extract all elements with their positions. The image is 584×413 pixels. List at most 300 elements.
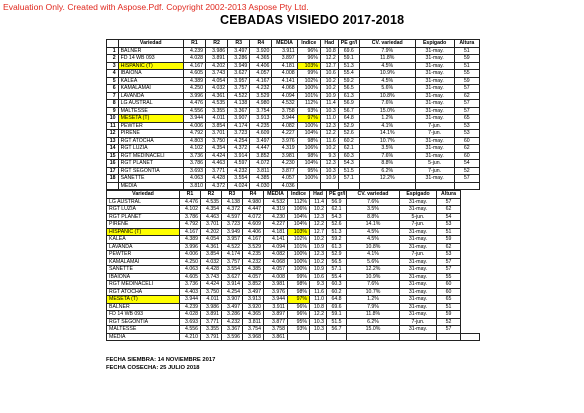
table-cell: 59.1 bbox=[327, 311, 347, 319]
table-cell: 3.897 bbox=[272, 55, 297, 63]
table-cell: 53 bbox=[454, 122, 479, 130]
column-header: Variedad bbox=[118, 40, 183, 48]
table-cell: 3.286 bbox=[228, 55, 250, 63]
table-cell: 3.791 bbox=[201, 333, 222, 341]
column-header: R4 bbox=[250, 40, 272, 48]
table-cell: 16 bbox=[107, 160, 119, 168]
table-cell: 31-may. bbox=[415, 175, 454, 183]
table-cell: 59 bbox=[437, 236, 461, 244]
table-cell: 3.355 bbox=[206, 107, 228, 115]
table-cell: 54.3 bbox=[338, 160, 359, 168]
table-cell: 3.861 bbox=[264, 333, 288, 341]
table-cell bbox=[437, 333, 461, 341]
table-cell: 4.980 bbox=[243, 198, 264, 206]
table-cell: 100% bbox=[297, 175, 320, 183]
table-cell: 3.944 bbox=[264, 296, 288, 304]
table-cell: 3.913 bbox=[243, 296, 264, 304]
table-cell: 51.3 bbox=[338, 62, 359, 70]
table-cell: 4.447 bbox=[243, 206, 264, 214]
table-row bbox=[107, 311, 480, 319]
table-cell: 31-may. bbox=[415, 55, 454, 63]
table-cell: 4.094 bbox=[272, 92, 297, 100]
table-cell: 3.976 bbox=[272, 137, 297, 145]
table-cell: 4.232 bbox=[250, 85, 272, 93]
table-cell: 7-jun. bbox=[415, 167, 454, 175]
table-cell: 4.138 bbox=[228, 100, 250, 108]
table-cell: 4.102 bbox=[183, 145, 205, 153]
table-cell: 52.6 bbox=[327, 221, 347, 229]
table-cell: LG AUSTRAL bbox=[118, 100, 183, 108]
table-cell: 14 bbox=[107, 145, 119, 153]
table-cell: 12.2 bbox=[320, 130, 338, 138]
table-cell: 4.389 bbox=[180, 236, 201, 244]
table-cell: 3.957 bbox=[222, 236, 243, 244]
table-cell: 3.891 bbox=[206, 55, 228, 63]
table-cell: 7-jun. bbox=[400, 251, 437, 259]
table-cell: 10.3 bbox=[310, 326, 327, 334]
table-cell: 4.254 bbox=[228, 137, 250, 145]
column-header: MEDIA bbox=[264, 191, 288, 199]
table-cell: 3.286 bbox=[222, 311, 243, 319]
table-cell: 11.4 bbox=[310, 198, 327, 206]
table-cell: 3.891 bbox=[201, 311, 222, 319]
column-header: R4 bbox=[243, 191, 264, 199]
table-cell: RGT SEGONTIA bbox=[118, 167, 183, 175]
table-cell: 4.167 bbox=[180, 228, 201, 236]
table-cell: 1.2% bbox=[347, 296, 400, 304]
table-cell: 3.907 bbox=[222, 296, 243, 304]
table-cell: 4.532 bbox=[264, 198, 288, 206]
table-cell: RGT SEGONTIA bbox=[107, 318, 180, 326]
table-cell: 3.497 bbox=[243, 288, 264, 296]
table-cell: PIRENE bbox=[107, 221, 180, 229]
table-cell: 104% bbox=[288, 213, 310, 221]
table-row bbox=[107, 55, 480, 63]
table-cell: 3.852 bbox=[243, 281, 264, 289]
column-header: R2 bbox=[201, 191, 222, 199]
table-cell: 15 bbox=[107, 152, 119, 160]
table-cell: 31-may. bbox=[415, 92, 454, 100]
table-cell bbox=[310, 333, 327, 341]
table-cell: 11.0 bbox=[310, 296, 327, 304]
table-row bbox=[107, 281, 480, 289]
table-row bbox=[107, 273, 480, 281]
table-cell: 3.949 bbox=[222, 228, 243, 236]
table-cell: 57 bbox=[454, 175, 479, 183]
table-cell: MESETA (T) bbox=[118, 115, 183, 123]
table-cell: 57 bbox=[454, 107, 479, 115]
column-header: R3 bbox=[228, 40, 250, 48]
table-cell: 4.032 bbox=[206, 85, 228, 93]
table-cell: 52.9 bbox=[338, 122, 359, 130]
table-cell: 4.068 bbox=[272, 85, 297, 93]
table-cell: 96% bbox=[297, 55, 320, 63]
table-cell: 4.028 bbox=[183, 55, 205, 63]
table-cell: 7 bbox=[107, 92, 119, 100]
table-cell: FD 14 WB 093 bbox=[118, 55, 183, 63]
table-cell: 4.167 bbox=[183, 62, 205, 70]
table-cell: 4.030 bbox=[250, 182, 272, 190]
results-table-ranked bbox=[106, 190, 480, 341]
table-cell: 4.008 bbox=[264, 273, 288, 281]
table-cell: 4.167 bbox=[243, 236, 264, 244]
table-row bbox=[107, 326, 480, 334]
table-cell: LAVANDA bbox=[118, 92, 183, 100]
table-cell: 4.522 bbox=[222, 243, 243, 251]
table-cell: 12.3 bbox=[310, 251, 327, 259]
table-cell: 3.758 bbox=[264, 326, 288, 334]
table-cell: 103% bbox=[288, 228, 310, 236]
table-row bbox=[107, 70, 480, 78]
column-header: R2 bbox=[206, 40, 228, 48]
table-cell: 4.202 bbox=[201, 228, 222, 236]
table-row bbox=[107, 228, 480, 236]
table-cell: KALEA bbox=[118, 77, 183, 85]
table-cell: 4.428 bbox=[206, 175, 228, 183]
table-cell: 12.3 bbox=[310, 213, 327, 221]
table-cell: 100% bbox=[297, 122, 320, 130]
table-cell: 61.3 bbox=[327, 243, 347, 251]
table-cell: 3.5% bbox=[359, 145, 415, 153]
table-cell: 54 bbox=[437, 213, 461, 221]
table-cell: 96% bbox=[288, 303, 310, 311]
table-cell: 55.4 bbox=[338, 70, 359, 78]
table-cell: MESETA (T) bbox=[107, 296, 180, 304]
table-cell: 10.8 bbox=[320, 47, 338, 55]
table-cell: 104% bbox=[297, 130, 320, 138]
table-cell: 11.8% bbox=[359, 55, 415, 63]
table-cell: FD 14 WB 093 bbox=[107, 311, 180, 319]
table-cell: 8 bbox=[107, 100, 119, 108]
column-header: R1 bbox=[183, 40, 205, 48]
table-cell: 7.9% bbox=[359, 47, 415, 55]
table-cell: 4.063 bbox=[183, 175, 205, 183]
results-table-by-number bbox=[106, 39, 480, 190]
table-cell: 31-may. bbox=[415, 145, 454, 153]
table-cell: 7-jun. bbox=[400, 318, 437, 326]
table-row bbox=[107, 77, 480, 85]
table-cell: 65 bbox=[454, 115, 479, 123]
table-cell: 3.754 bbox=[250, 107, 272, 115]
table-cell: 4.057 bbox=[243, 273, 264, 281]
table-cell: LG AUSTRAL bbox=[107, 198, 180, 206]
table-cell: 7.6% bbox=[359, 100, 415, 108]
column-header: Had bbox=[320, 40, 338, 48]
table-cell: 4.063 bbox=[180, 266, 201, 274]
table-cell: MALTESSE bbox=[107, 326, 180, 334]
column-header: CV. variedad bbox=[359, 40, 415, 48]
table-cell: 3.914 bbox=[228, 152, 250, 160]
table-cell: 4.556 bbox=[183, 107, 205, 115]
table-cell: 3.854 bbox=[206, 122, 228, 130]
column-header: Variedad bbox=[107, 191, 180, 199]
table-cell: 4.094 bbox=[264, 243, 288, 251]
table-row bbox=[107, 85, 480, 93]
table-cell: 4.006 bbox=[183, 122, 205, 130]
table-cell: 53 bbox=[437, 251, 461, 259]
table-cell: 4.428 bbox=[201, 266, 222, 274]
table-cell: 9.3 bbox=[320, 152, 338, 160]
table-cell: 4.980 bbox=[250, 100, 272, 108]
table-cell: 4.535 bbox=[206, 100, 228, 108]
table-cell: 3.786 bbox=[180, 213, 201, 221]
table-cell: 96% bbox=[297, 47, 320, 55]
table-cell: 4 bbox=[107, 70, 119, 78]
table-cell: 3.754 bbox=[243, 326, 264, 334]
table-cell: 7.6% bbox=[347, 281, 400, 289]
table-cell: 53 bbox=[437, 221, 461, 229]
table-cell: 3.723 bbox=[222, 221, 243, 229]
table-cell: 4.803 bbox=[183, 137, 205, 145]
table-cell: 3.811 bbox=[250, 167, 272, 175]
table-cell: 62 bbox=[454, 145, 479, 153]
column-header: Indice bbox=[288, 191, 310, 199]
table-cell: 10.2 bbox=[320, 145, 338, 153]
table-cell: 3.944 bbox=[180, 296, 201, 304]
table-row bbox=[107, 266, 480, 274]
table-cell: HISPANIC (T) bbox=[118, 62, 183, 70]
table-cell: 4.361 bbox=[206, 92, 228, 100]
table-cell: 106% bbox=[297, 145, 320, 153]
table-cell: 3.877 bbox=[264, 318, 288, 326]
evaluation-watermark: Evaluation Only. Created with Aspose.Pdf. Copyright 2002-2013 Aspose Pty Ltd. bbox=[3, 2, 309, 12]
table-cell: 99% bbox=[288, 273, 310, 281]
table-cell: 57.1 bbox=[338, 175, 359, 183]
column-header: CV. variedad bbox=[347, 191, 400, 199]
table-cell: 11.4 bbox=[320, 100, 338, 108]
table-cell: 4.354 bbox=[201, 206, 222, 214]
table-cell: 4.319 bbox=[264, 206, 288, 214]
table-row bbox=[107, 318, 480, 326]
table-cell: 31-may. bbox=[415, 100, 454, 108]
table-cell: 3.911 bbox=[272, 47, 297, 55]
table-cell: 4.181 bbox=[264, 228, 288, 236]
table-cell: 4.227 bbox=[272, 130, 297, 138]
table-cell: 3.986 bbox=[201, 303, 222, 311]
table-cell: 4.463 bbox=[206, 160, 228, 168]
table-cell: 96% bbox=[288, 311, 310, 319]
table-cell: PEWTER bbox=[107, 251, 180, 259]
table-cell: 4.232 bbox=[243, 258, 264, 266]
table-cell: 52 bbox=[437, 318, 461, 326]
table-cell: 3.810 bbox=[183, 182, 205, 190]
table-cell: 6.2% bbox=[359, 167, 415, 175]
table-cell: 3.957 bbox=[228, 77, 250, 85]
table-cell: 9.3 bbox=[310, 281, 327, 289]
table-cell: 8.8% bbox=[347, 213, 400, 221]
table-cell: 4.365 bbox=[250, 55, 272, 63]
table-row bbox=[107, 236, 480, 244]
table-cell bbox=[288, 333, 310, 341]
table-cell: 4.054 bbox=[201, 236, 222, 244]
table-cell: BALNER bbox=[107, 303, 180, 311]
table-cell: KAMALAMAI bbox=[118, 85, 183, 93]
table-cell: 18 bbox=[107, 175, 119, 183]
column-header: Altura bbox=[437, 191, 461, 199]
table-cell: 4.028 bbox=[180, 311, 201, 319]
table-cell: 69.6 bbox=[338, 47, 359, 55]
table-cell: 31-may. bbox=[400, 281, 437, 289]
table-cell: 93% bbox=[288, 326, 310, 334]
table-cell: 60.2 bbox=[327, 288, 347, 296]
table-cell: 4.072 bbox=[243, 213, 264, 221]
table-cell: 51 bbox=[437, 228, 461, 236]
table-cell: 97% bbox=[297, 115, 320, 123]
table-cell: 57 bbox=[437, 266, 461, 274]
table-cell: 12.2% bbox=[347, 266, 400, 274]
table-cell: 3.596 bbox=[222, 333, 243, 341]
table-cell: 4.011 bbox=[206, 115, 228, 123]
table-cell: 3.811 bbox=[243, 318, 264, 326]
table-cell: 62 bbox=[437, 243, 461, 251]
table-cell: 62 bbox=[437, 206, 461, 214]
table-cell: 62 bbox=[454, 92, 479, 100]
table-cell: 4.008 bbox=[272, 70, 297, 78]
table-cell: IBAIONA bbox=[118, 70, 183, 78]
page-title: CEBADAS VISIEDO 2017-2018 bbox=[220, 13, 405, 27]
table-row bbox=[107, 288, 480, 296]
table-cell: PEWTER bbox=[118, 122, 183, 130]
table-cell: MEDIA bbox=[118, 182, 183, 190]
table-cell bbox=[454, 182, 479, 190]
table-cell: 64.8 bbox=[338, 115, 359, 123]
table-cell: 3.750 bbox=[201, 288, 222, 296]
column-header: Espigado bbox=[415, 40, 454, 48]
table-cell: 10 bbox=[107, 115, 119, 123]
table-cell: 4.354 bbox=[206, 145, 228, 153]
table-cell: 5.6% bbox=[347, 258, 400, 266]
table-cell: 4.609 bbox=[250, 130, 272, 138]
table-cell: 4.5% bbox=[347, 228, 400, 236]
table-cell: 31-may. bbox=[400, 303, 437, 311]
table-cell: 4.522 bbox=[228, 92, 250, 100]
table-cell: 4.372 bbox=[206, 182, 228, 190]
table-cell: 4.365 bbox=[243, 311, 264, 319]
table-cell: 60 bbox=[437, 288, 461, 296]
table-cell: 3.986 bbox=[206, 47, 228, 55]
table-cell: 3.996 bbox=[180, 243, 201, 251]
table-row bbox=[107, 243, 480, 251]
table-cell: 60.3 bbox=[338, 152, 359, 160]
table-cell: 4.424 bbox=[206, 152, 228, 160]
table-cell: 3.771 bbox=[206, 167, 228, 175]
table-row bbox=[107, 182, 480, 190]
table-cell: 10.8% bbox=[347, 243, 400, 251]
table-cell: 69.6 bbox=[327, 303, 347, 311]
table-cell: 4.210 bbox=[180, 333, 201, 341]
table-row bbox=[107, 160, 480, 168]
table-cell: 112% bbox=[288, 198, 310, 206]
table-cell: 64.8 bbox=[327, 296, 347, 304]
table-cell bbox=[107, 182, 119, 190]
table-cell: 4.036 bbox=[272, 182, 297, 190]
table-cell: 3.750 bbox=[206, 137, 228, 145]
column-header: Espigado bbox=[400, 191, 437, 199]
table-cell bbox=[297, 182, 320, 190]
table-cell: RGT MEDINACELI bbox=[118, 152, 183, 160]
table-cell: 7-jun. bbox=[415, 122, 454, 130]
table-cell: 10.9 bbox=[320, 92, 338, 100]
table-cell: 3.367 bbox=[228, 107, 250, 115]
column-header: Altura bbox=[454, 40, 479, 48]
table-cell: 14.1% bbox=[359, 130, 415, 138]
table-cell: 4.141 bbox=[264, 236, 288, 244]
table-cell: 100% bbox=[297, 85, 320, 93]
column-header: MEDIA bbox=[272, 40, 297, 48]
table-cell: 4.372 bbox=[228, 145, 250, 153]
table-cell: 60 bbox=[454, 137, 479, 145]
table-cell: 104% bbox=[288, 221, 310, 229]
table-cell: 13 bbox=[107, 137, 119, 145]
table-cell: 4.174 bbox=[222, 251, 243, 259]
table-cell: 59.2 bbox=[327, 236, 347, 244]
table-cell: 3.5% bbox=[347, 206, 400, 214]
table-cell: 4.230 bbox=[272, 160, 297, 168]
table-cell: 4.424 bbox=[201, 281, 222, 289]
table-cell: 3.627 bbox=[222, 273, 243, 281]
table-cell: 3.852 bbox=[250, 152, 272, 160]
table-cell: 7-jun. bbox=[400, 221, 437, 229]
table-cell: 51.5 bbox=[327, 318, 347, 326]
table-cell: 3.976 bbox=[264, 288, 288, 296]
table-cell: 10.3 bbox=[310, 318, 327, 326]
table-row bbox=[107, 100, 480, 108]
table-cell: 31-may. bbox=[415, 85, 454, 93]
table-cell: RGT MEDINACELI bbox=[107, 281, 180, 289]
table-cell: 11 bbox=[107, 122, 119, 130]
table-cell: 4.072 bbox=[250, 160, 272, 168]
table-cell: 4.032 bbox=[201, 258, 222, 266]
table-cell: 51.3 bbox=[327, 228, 347, 236]
table-cell: 60 bbox=[454, 152, 479, 160]
table-cell: 4.239 bbox=[183, 47, 205, 55]
table-cell: 100% bbox=[288, 266, 310, 274]
table-cell: 4.535 bbox=[201, 198, 222, 206]
table-cell: 31-may. bbox=[415, 77, 454, 85]
table-cell: 4.1% bbox=[347, 251, 400, 259]
table-cell: 52.6 bbox=[338, 130, 359, 138]
table-cell: 3.529 bbox=[243, 243, 264, 251]
table-cell: 4.792 bbox=[180, 221, 201, 229]
table-cell: SANETTE bbox=[118, 175, 183, 183]
table-cell: 4.054 bbox=[206, 77, 228, 85]
table-cell: HISPANIC (T) bbox=[107, 228, 180, 236]
table-cell: 12.7 bbox=[320, 62, 338, 70]
table-cell: 60.2 bbox=[338, 137, 359, 145]
table-cell: 11.0 bbox=[320, 115, 338, 123]
table-cell: 7.6% bbox=[347, 198, 400, 206]
table-cell: 93% bbox=[297, 107, 320, 115]
table-cell: RGT PLANET bbox=[107, 213, 180, 221]
table-cell: 4.006 bbox=[180, 251, 201, 259]
table-cell: 31-may. bbox=[400, 243, 437, 251]
table-cell: 9 bbox=[107, 107, 119, 115]
table-cell: 60.3 bbox=[327, 281, 347, 289]
table-row bbox=[107, 62, 480, 70]
table-cell: 3.771 bbox=[201, 318, 222, 326]
table-cell: 56.5 bbox=[327, 258, 347, 266]
table-cell: 3.913 bbox=[250, 115, 272, 123]
table-cell: 31-may. bbox=[415, 70, 454, 78]
table-cell: 4.597 bbox=[222, 213, 243, 221]
table-cell: 10.2 bbox=[320, 85, 338, 93]
table-cell: PIRENE bbox=[118, 130, 183, 138]
table-cell: 3.757 bbox=[222, 258, 243, 266]
table-cell: MALTESSE bbox=[118, 107, 183, 115]
table-cell: 4.232 bbox=[228, 167, 250, 175]
table-cell: 56.7 bbox=[327, 326, 347, 334]
table-cell: 31-may. bbox=[400, 273, 437, 281]
